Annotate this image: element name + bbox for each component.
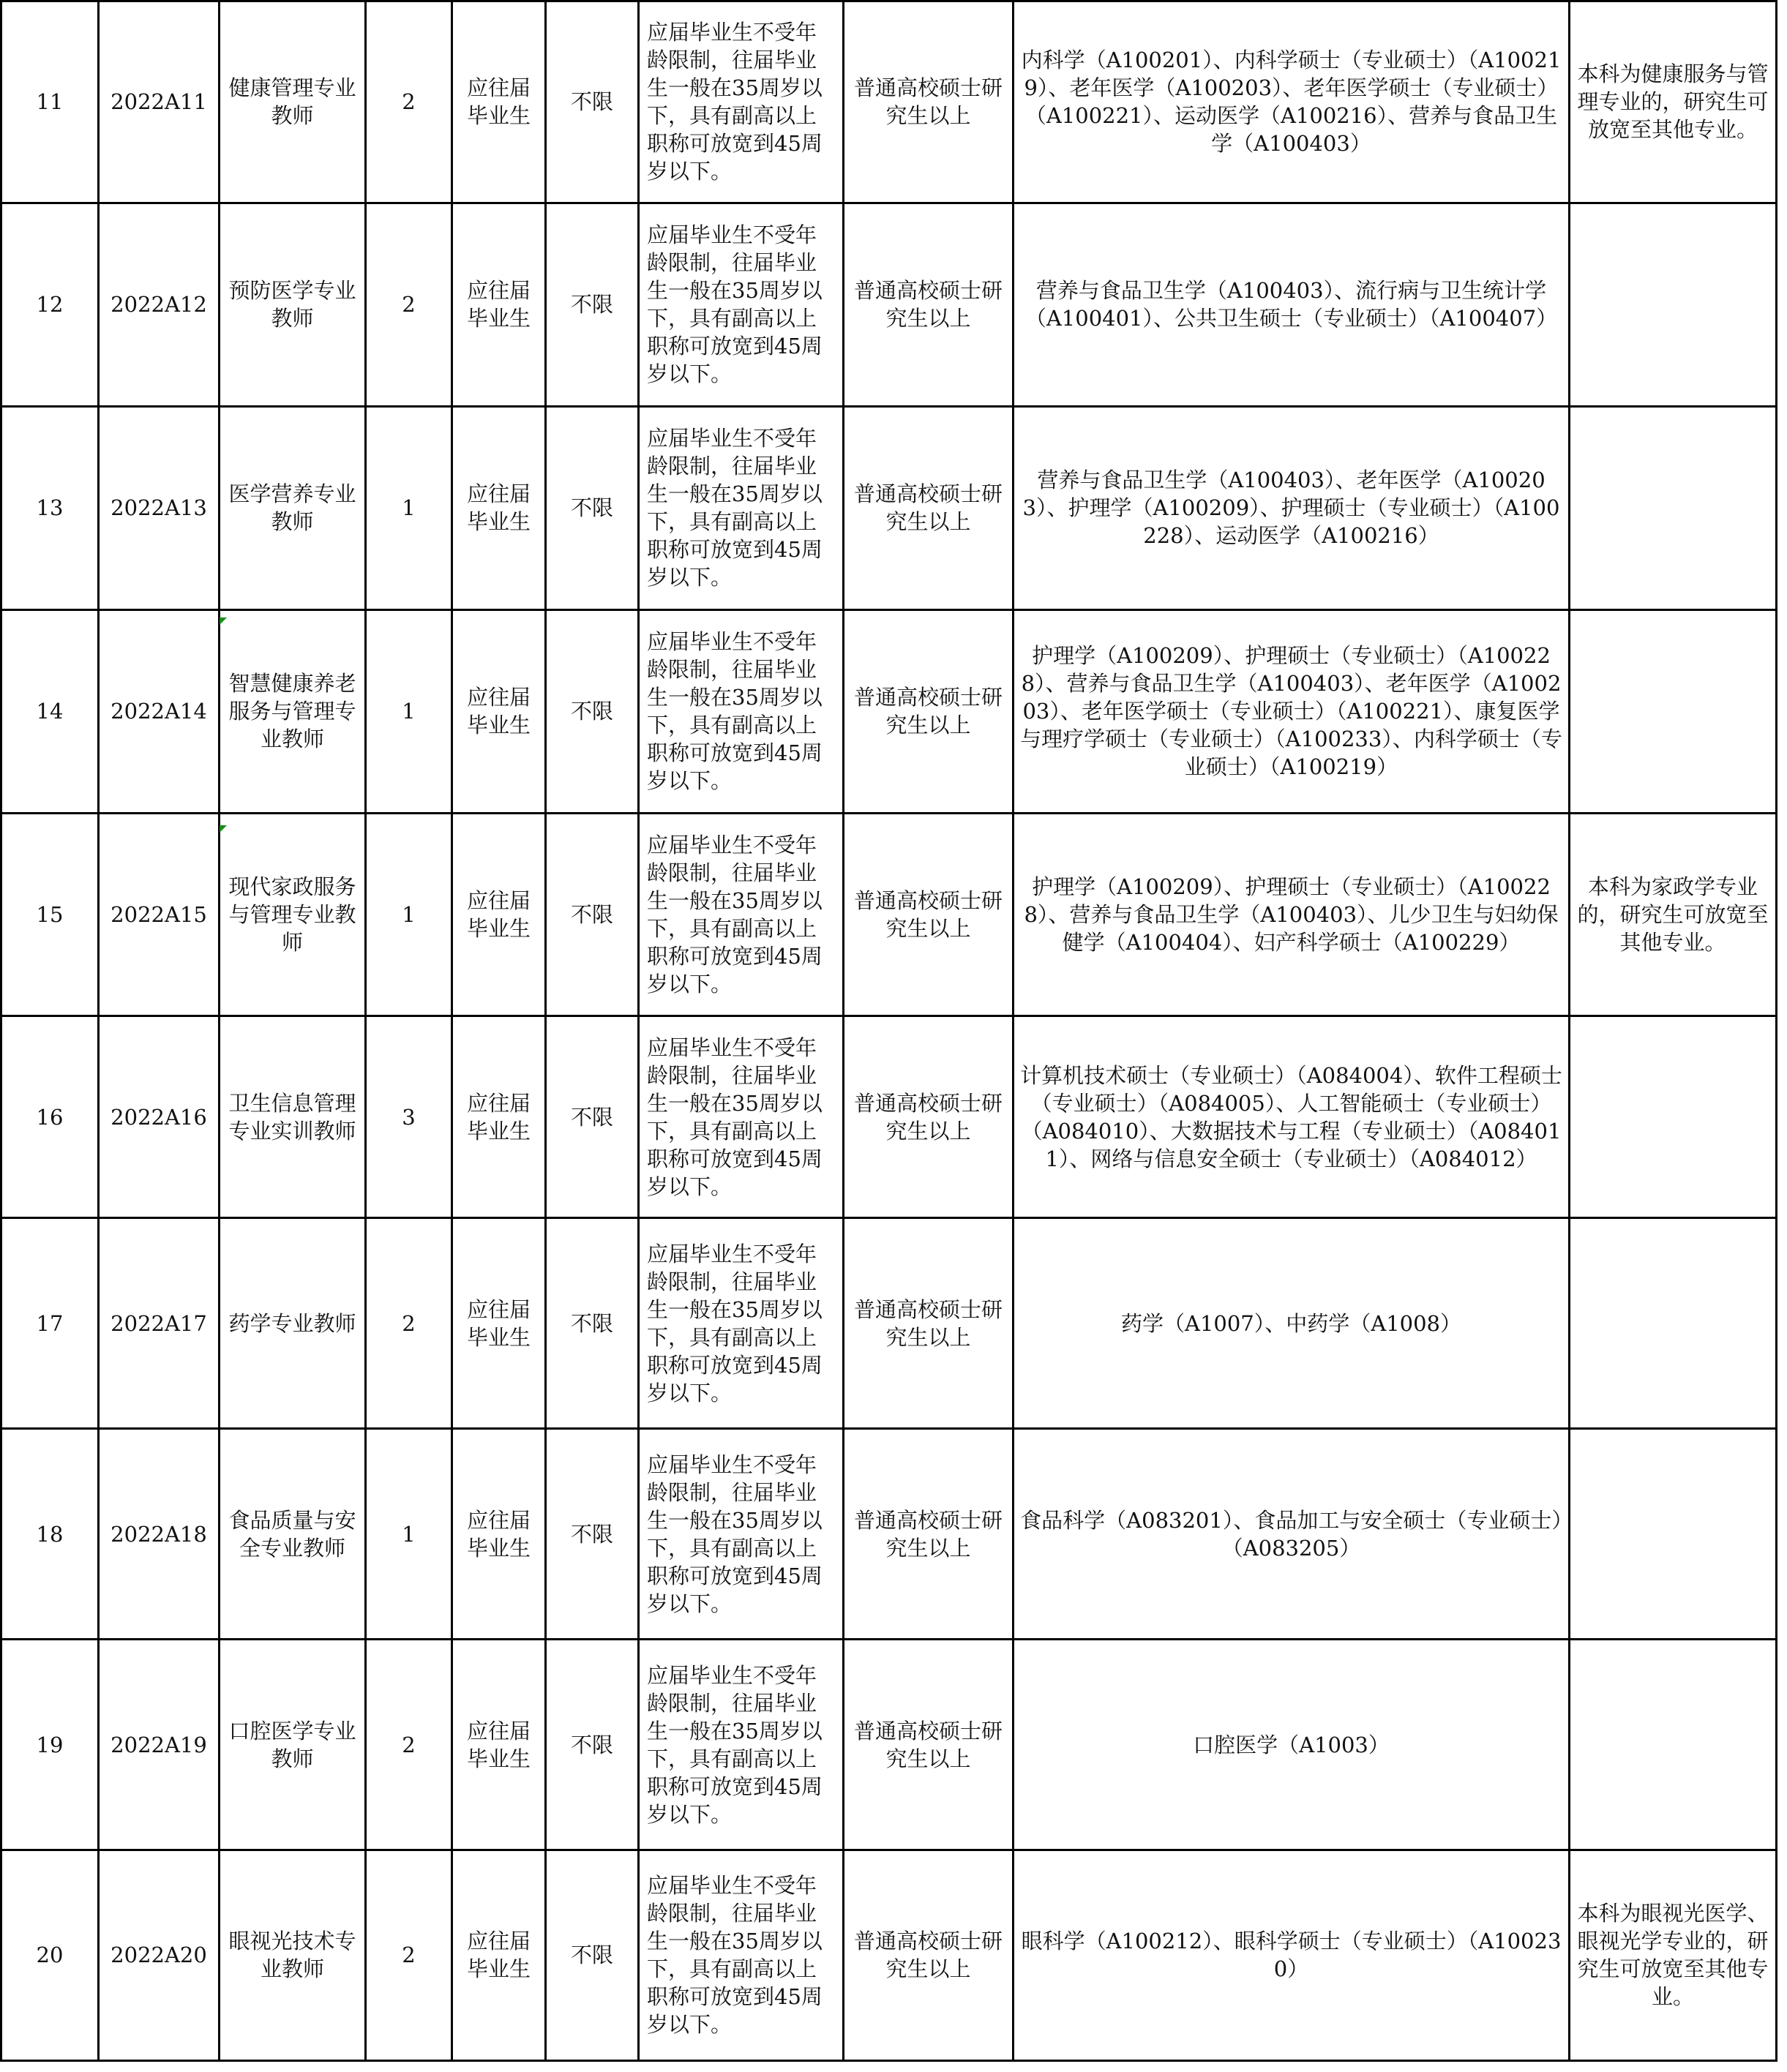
hire-count: 2 — [366, 1218, 452, 1429]
major-requirement: 口腔医学（A1003） — [1014, 1640, 1570, 1850]
post-name: 预防医学专业教师 — [220, 203, 366, 406]
gender-requirement: 不限 — [546, 1429, 639, 1640]
age-requirement: 应届毕业生不受年龄限制，往届毕业生一般在35周岁以下，具有副高以上职称可放宽到45周岁以下。 — [639, 406, 844, 609]
post-name: 现代家政服务与管理专业教师 — [220, 813, 366, 1016]
major-requirement: 药学（A1007）、中药学（A1008） — [1014, 1218, 1570, 1429]
gender-requirement: 不限 — [546, 406, 639, 609]
gender-requirement: 不限 — [546, 1640, 639, 1850]
age-requirement: 应届毕业生不受年龄限制，往届毕业生一般在35周岁以下，具有副高以上职称可放宽到45周岁以下。 — [639, 1640, 844, 1850]
age-requirement: 应届毕业生不受年龄限制，往届毕业生一般在35周岁以下，具有副高以上职称可放宽到45周岁以下。 — [639, 813, 844, 1016]
post-name: 眼视光技术专业教师 — [220, 1850, 366, 2060]
row-index: 13 — [1, 406, 99, 609]
post-code: 2022A18 — [99, 1429, 220, 1640]
remark — [1570, 203, 1777, 406]
remark — [1570, 406, 1777, 609]
row-index: 15 — [1, 813, 99, 1016]
candidate-type: 应往届毕业生 — [452, 609, 546, 813]
post-code: 2022A11 — [99, 1, 220, 203]
table-row — [1, 1429, 1777, 1640]
row-index: 12 — [1, 203, 99, 406]
hire-count: 2 — [366, 1, 452, 203]
education-requirement: 普通高校硕士研究生以上 — [844, 1850, 1014, 2060]
hire-count: 1 — [366, 406, 452, 609]
hire-count: 3 — [366, 1016, 452, 1218]
hire-count: 2 — [366, 203, 452, 406]
post-code: 2022A15 — [99, 813, 220, 1016]
education-requirement: 普通高校硕士研究生以上 — [844, 1429, 1014, 1640]
table-row — [1, 609, 1777, 813]
cell-comment-marker — [220, 825, 227, 833]
candidate-type: 应往届毕业生 — [452, 406, 546, 609]
gender-requirement: 不限 — [546, 609, 639, 813]
age-requirement: 应届毕业生不受年龄限制，往届毕业生一般在35周岁以下，具有副高以上职称可放宽到45周岁以下。 — [639, 1429, 844, 1640]
age-requirement: 应届毕业生不受年龄限制，往届毕业生一般在35周岁以下，具有副高以上职称可放宽到45周岁以下。 — [639, 1850, 844, 2060]
remark — [1570, 1640, 1777, 1850]
candidate-type: 应往届毕业生 — [452, 203, 546, 406]
post-name: 医学营养专业教师 — [220, 406, 366, 609]
education-requirement: 普通高校硕士研究生以上 — [844, 609, 1014, 813]
candidate-type: 应往届毕业生 — [452, 1429, 546, 1640]
education-requirement: 普通高校硕士研究生以上 — [844, 1, 1014, 203]
education-requirement: 普通高校硕士研究生以上 — [844, 1218, 1014, 1429]
remark: 本科为家政学专业的，研究生可放宽至其他专业。 — [1570, 813, 1777, 1016]
education-requirement: 普通高校硕士研究生以上 — [844, 1640, 1014, 1850]
candidate-type: 应往届毕业生 — [452, 813, 546, 1016]
hire-count: 1 — [366, 1429, 452, 1640]
major-requirement: 眼科学（A100212）、眼科学硕士（专业硕士）（A100230） — [1014, 1850, 1570, 2060]
hire-count: 2 — [366, 1850, 452, 2060]
table-row — [1, 1, 1777, 203]
age-requirement: 应届毕业生不受年龄限制，往届毕业生一般在35周岁以下，具有副高以上职称可放宽到45周岁以下。 — [639, 203, 844, 406]
age-requirement: 应届毕业生不受年龄限制，往届毕业生一般在35周岁以下，具有副高以上职称可放宽到45周岁以下。 — [639, 1, 844, 203]
post-name: 药学专业教师 — [220, 1218, 366, 1429]
post-code: 2022A14 — [99, 609, 220, 813]
major-requirement: 护理学（A100209）、护理硕士（专业硕士）（A100228）、营养与食品卫生学（A100403）、老年医学（A100203）、老年医学硕士（专业硕士）（A100221）、康复医学与理疗学硕士（专业硕士）（A100233）、内科学硕士（专业硕士）（A100219） — [1014, 609, 1570, 813]
candidate-type: 应往届毕业生 — [452, 1, 546, 203]
row-index: 14 — [1, 609, 99, 813]
education-requirement: 普通高校硕士研究生以上 — [844, 406, 1014, 609]
post-name: 智慧健康养老服务与管理专业教师 — [220, 609, 366, 813]
post-name: 口腔医学专业教师 — [220, 1640, 366, 1850]
gender-requirement: 不限 — [546, 1016, 639, 1218]
row-index: 17 — [1, 1218, 99, 1429]
row-index: 16 — [1, 1016, 99, 1218]
education-requirement: 普通高校硕士研究生以上 — [844, 203, 1014, 406]
table-row — [1, 203, 1777, 406]
post-name: 食品质量与安全专业教师 — [220, 1429, 366, 1640]
post-name: 健康管理专业教师 — [220, 1, 366, 203]
table-row — [1, 1640, 1777, 1850]
gender-requirement: 不限 — [546, 1, 639, 203]
age-requirement: 应届毕业生不受年龄限制，往届毕业生一般在35周岁以下，具有副高以上职称可放宽到45周岁以下。 — [639, 1218, 844, 1429]
hire-count: 2 — [366, 1640, 452, 1850]
gender-requirement: 不限 — [546, 1218, 639, 1429]
row-index: 18 — [1, 1429, 99, 1640]
hire-count: 1 — [366, 813, 452, 1016]
post-code: 2022A20 — [99, 1850, 220, 2060]
post-code: 2022A13 — [99, 406, 220, 609]
candidate-type: 应往届毕业生 — [452, 1850, 546, 2060]
major-requirement: 食品科学（A083201）、食品加工与安全硕士（专业硕士）（A083205） — [1014, 1429, 1570, 1640]
row-index: 11 — [1, 1, 99, 203]
age-requirement: 应届毕业生不受年龄限制，往届毕业生一般在35周岁以下，具有副高以上职称可放宽到45周岁以下。 — [639, 609, 844, 813]
remark: 本科为眼视光医学、眼视光学专业的，研究生可放宽至其他专业。 — [1570, 1850, 1777, 2060]
post-name: 卫生信息管理专业实训教师 — [220, 1016, 366, 1218]
post-code: 2022A17 — [99, 1218, 220, 1429]
gender-requirement: 不限 — [546, 813, 639, 1016]
gender-requirement: 不限 — [546, 203, 639, 406]
table-row — [1, 406, 1777, 609]
candidate-type: 应往届毕业生 — [452, 1640, 546, 1850]
remark — [1570, 1218, 1777, 1429]
education-requirement: 普通高校硕士研究生以上 — [844, 813, 1014, 1016]
remark: 本科为健康服务与管理专业的，研究生可放宽至其他专业。 — [1570, 1, 1777, 203]
major-requirement: 护理学（A100209）、护理硕士（专业硕士）（A100228）、营养与食品卫生学（A100403）、儿少卫生与妇幼保健学（A100404）、妇产科学硕士（A100229） — [1014, 813, 1570, 1016]
major-requirement: 计算机技术硕士（专业硕士）（A084004）、软件工程硕士（专业硕士）（A084005）、人工智能硕士（专业硕士）（A084010）、大数据技术与工程（专业硕士）（A084011）、网络与信息安全硕士（专业硕士）（A084012） — [1014, 1016, 1570, 1218]
gender-requirement: 不限 — [546, 1850, 639, 2060]
major-requirement: 营养与食品卫生学（A100403）、老年医学（A100203）、护理学（A100209）、护理硕士（专业硕士）（A100228）、运动医学（A100216） — [1014, 406, 1570, 609]
remark — [1570, 1429, 1777, 1640]
table-row — [1, 1850, 1777, 2060]
table-row — [1, 1016, 1777, 1218]
post-code: 2022A19 — [99, 1640, 220, 1850]
hire-count: 1 — [366, 609, 452, 813]
table-row — [1, 813, 1777, 1016]
remark — [1570, 609, 1777, 813]
post-code: 2022A16 — [99, 1016, 220, 1218]
education-requirement: 普通高校硕士研究生以上 — [844, 1016, 1014, 1218]
table-row — [1, 1218, 1777, 1429]
major-requirement: 内科学（A100201）、内科学硕士（专业硕士）（A100219）、老年医学（A100203）、老年医学硕士（专业硕士）（A100221）、运动医学（A100216）、营养与食品卫生学（A100403） — [1014, 1, 1570, 203]
candidate-type: 应往届毕业生 — [452, 1016, 546, 1218]
candidate-type: 应往届毕业生 — [452, 1218, 546, 1429]
row-index: 20 — [1, 1850, 99, 2060]
post-code: 2022A12 — [99, 203, 220, 406]
cell-comment-marker — [220, 618, 227, 625]
remark — [1570, 1016, 1777, 1218]
age-requirement: 应届毕业生不受年龄限制，往届毕业生一般在35周岁以下，具有副高以上职称可放宽到45周岁以下。 — [639, 1016, 844, 1218]
major-requirement: 营养与食品卫生学（A100403）、流行病与卫生统计学（A100401）、公共卫生硕士（专业硕士）（A100407） — [1014, 203, 1570, 406]
row-index: 19 — [1, 1640, 99, 1850]
